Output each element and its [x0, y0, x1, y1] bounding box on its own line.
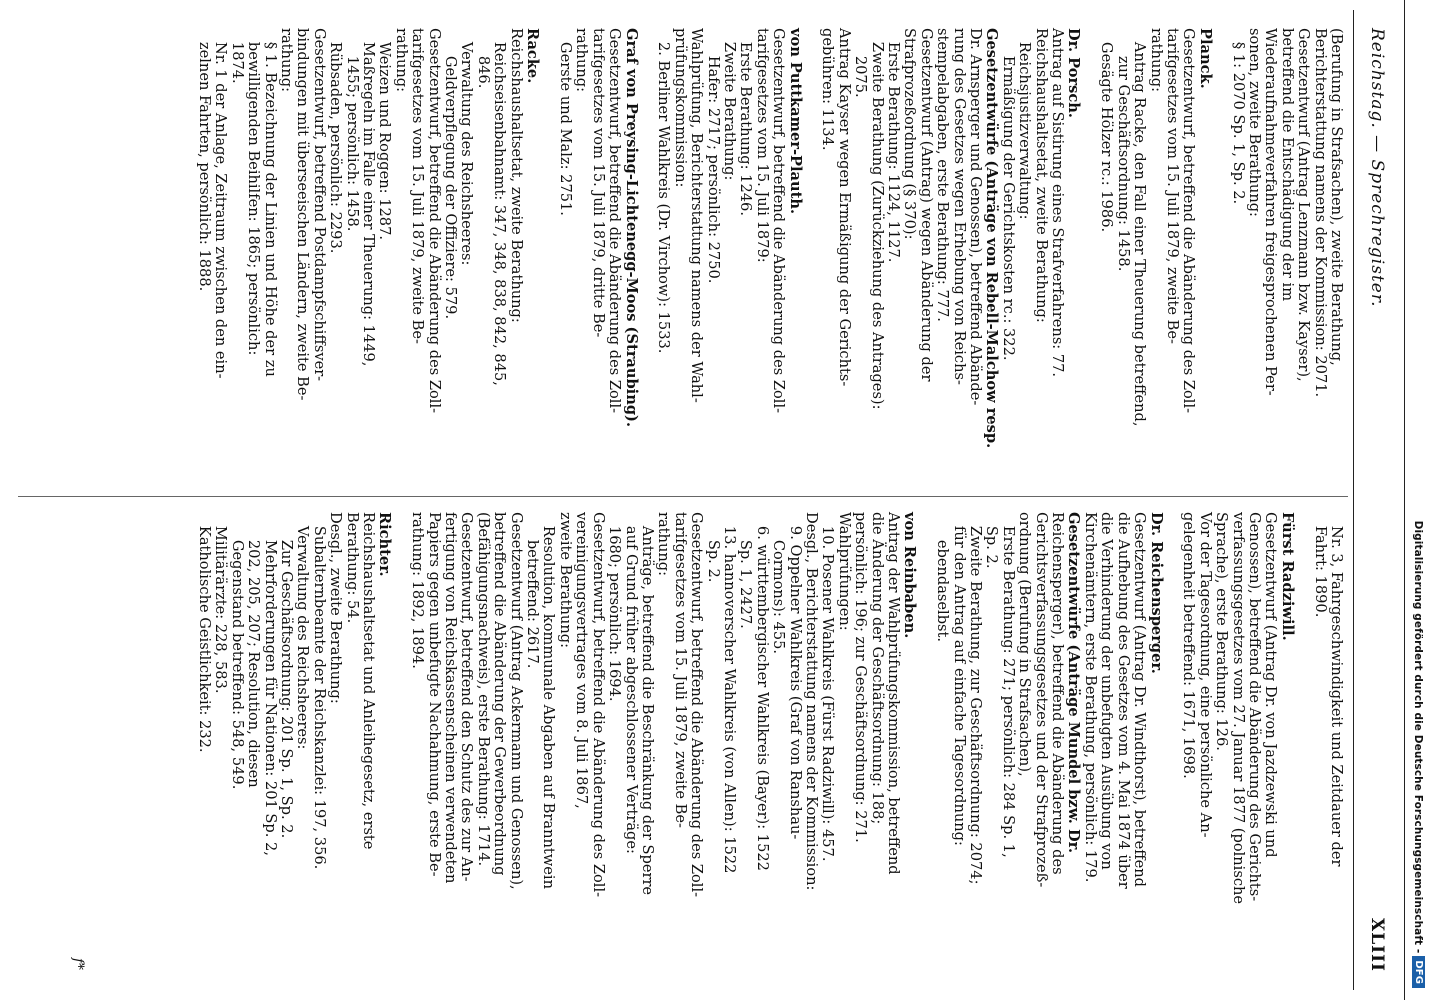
index-line: rathung: 1892, 1894.: [409, 512, 427, 669]
index-line: [540, 28, 556, 488]
index-line: Militärärzte: 228, 583.: [212, 512, 230, 694]
page-number: XLIII: [1367, 918, 1387, 972]
index-line: [639, 28, 655, 488]
index-line: Gerichtsverfassungsgesetzes und der Strafprozeß-: [1032, 512, 1050, 888]
index-line: Strafprozeßordnung (§ 370):: [901, 28, 919, 240]
index-line: fertigung von Reichskassenscheinen verwendeten: [442, 512, 460, 884]
index-line: Sp. 1, 2427.: [737, 512, 755, 629]
index-line: Zweite Berathung, zur Geschäftsordnung: 2074;: [967, 512, 985, 885]
header-rule: [1353, 10, 1354, 990]
index-line: Genossen), betreffend die Abänderung des Gerichts-: [1245, 512, 1263, 902]
index-line: 2. Berliner Wahlkreis (Dr. Virchow): 1533.: [655, 28, 673, 354]
index-line: Gesetzentwurf, betreffend die Abänderung des Zoll-: [606, 28, 624, 414]
index-line: die Aufhebung des Gesetzes vom 4. Mai 1874 über: [1114, 512, 1132, 889]
index-line: Reichshaushaltsetat, zweite Berathung:: [507, 28, 525, 323]
index-line: Sp. 2.: [983, 512, 1001, 569]
index-line: Antrag Kayser wegen Ermäßigung der Gerichts-: [835, 28, 853, 387]
index-line: 202, 205, 207; Resolution, diesen: [245, 512, 263, 788]
index-line: tarifgesetzes vom 15. Juli 1879, dritte Be-: [589, 28, 607, 338]
index-line: betreffend die Entschädigung der im: [1278, 28, 1296, 302]
index-line: Gesetzentwürfe (Anträge Mundel bzw. Dr.: [1065, 512, 1083, 854]
index-line: Verwaltung des Reichsheeres:: [458, 28, 476, 266]
index-line: Geldverpflegung der Offiziere: 579.: [442, 28, 460, 320]
index-line: tarifgesetzes vom 15. Juli 1879, zweite Be-: [1163, 28, 1181, 344]
index-line: rathung:: [278, 28, 295, 92]
index-line: Dr. Arnsperger und Genossen), betreffend Abände-: [967, 28, 985, 406]
index-line: Papiers gegen unbefugte Nachahmung, erste Be-: [425, 512, 443, 877]
index-line: 6. württembergischer Wahlkreis (Bayer): 1522: [753, 512, 771, 871]
index-line: Gesetzentwurf, betreffend die Abänderung des Zoll-: [688, 512, 706, 898]
index-line: Erste Berathung: 271; persönlich: 284 Sp. 1,: [999, 512, 1017, 858]
page-header: [1362, 28, 1392, 972]
index-line: (Berufung in Strafsachen), zweite Berathung,: [1328, 28, 1345, 366]
index-line: die Änderung der Geschäftsordnung: 188;: [868, 512, 886, 825]
index-line: betreffend die Abänderung der Gewerbeordnung: [491, 512, 509, 876]
index-line: § 1. Bezeichnung der Linien und Höhe der zu: [261, 28, 279, 377]
index-line: vereinigungsvertrages vom 8. Juli 1867,: [573, 512, 591, 809]
index-line: Reichseisenbahnamt: 347, 348, 838, 842, 845,: [491, 28, 509, 386]
index-line: [1295, 512, 1311, 972]
running-head: Reichstag. — Sprechregister.: [1367, 28, 1387, 308]
index-line: rathung:: [573, 28, 591, 92]
index-line: Wahlprüfungen:: [835, 512, 853, 631]
index-line: Gesetzentwurf (Antrag Dr. Windthorst), betreffend: [1131, 512, 1149, 887]
index-line: 1455; persönlich: 1458.: [343, 28, 361, 232]
index-line: Gesetzentwurf, betreffend die Abänderung des Zoll-: [589, 512, 607, 898]
index-line: Gesetzentwurf, betreffend die Abänderung des Zoll-: [1180, 28, 1198, 414]
index-line: Berathung: 54.: [343, 512, 361, 624]
index-line: 1680; persönlich: 1694.: [606, 512, 624, 702]
signature-mark: f*: [70, 957, 86, 970]
index-line: Gesetzentwurf, betreffend den Schutz des zur An-: [458, 512, 476, 882]
index-line: rathung:: [1147, 28, 1165, 92]
index-line: Gesetzentwürfe (Anträge von Rebell-Malchow resp.: [983, 28, 1001, 449]
index-line: Gesägte Hölzer rc.: 1986.: [1098, 28, 1116, 233]
index-line: Zweite Berathung (Zurückziehung des Antrages):: [868, 28, 886, 410]
index-line: Katholische Geistlichkeit: 232.: [195, 512, 213, 753]
index-line: Gesetzentwurf, betreffend die Abänderung des Zoll-: [425, 28, 443, 414]
index-line: Desgl., Berichterstattung namens der Kommission:: [803, 512, 820, 891]
index-line: Erste Berathung: 1124, 1127.: [885, 28, 903, 263]
index-line: Weizen und Roggen: 1287.: [376, 28, 394, 241]
right-column: [196, 512, 1344, 972]
index-line: Planck.: [1196, 28, 1214, 89]
index-line: Cormons): 455.: [770, 512, 788, 655]
index-line: Reichshaushaltsetat, zweite Berathung:: [1032, 28, 1050, 323]
index-line: Reichsjustizverwaltung:: [1016, 28, 1034, 220]
index-line: [803, 28, 819, 488]
index-line: ebendaselbst.: [934, 512, 952, 643]
index-line: Gesetzentwurf (Antrag) wegen Abänderung der: [917, 28, 935, 382]
dfg-logo: DFG: [1412, 956, 1425, 988]
index-line: 13. hannoverscher Wahlkreis (von Allen): 1522: [720, 512, 738, 874]
index-line: Gesetzentwurf (Antrag Lenzmann bzw. Kayser),: [1295, 28, 1313, 382]
index-line: zweite Berathung:: [556, 512, 574, 648]
index-line: Subalternbeamte der Reichskanzlei: 197, 356.: [310, 512, 328, 870]
index-line: Kirchenämtern, erste Berathung, persönlich: 179.: [1081, 512, 1099, 883]
index-line: Dr. Porsch.: [1065, 28, 1083, 118]
index-line: Richter.: [376, 512, 394, 577]
index-line: [1082, 28, 1098, 488]
index-line: verfassungsgesetzes vom 27. Januar 1877 (polnische: [1229, 512, 1247, 905]
index-line: tarifgesetzes vom 15. Juli 1879, zweite Be-: [409, 28, 427, 344]
index-line: rathung:: [655, 512, 673, 576]
index-line: sonen, zweite Berathung:: [1245, 28, 1263, 217]
index-line: tarifgesetzes vom 15. Juli 1879:: [753, 28, 771, 263]
index-line: Mehrforderungen für Nationen: 201 Sp. 2,: [261, 512, 279, 856]
index-line: Gerste und Malz: 2751.: [556, 28, 574, 216]
index-line: Ermäßigung der Gerichtskosten rc.: 322.: [999, 28, 1017, 361]
index-line: Nr. 1 der Anlage, Zeitraum zwischen den ein-: [212, 28, 230, 379]
index-line: Dr. Reichensperger.: [1147, 512, 1165, 674]
index-line: Rübsaden, persönlich: 2293.: [327, 28, 345, 254]
index-line: Zweite Berathung:: [720, 28, 738, 181]
index-line: stempelabgaben, erste Berathung: 777.: [934, 28, 952, 322]
index-line: Anträge, betreffend die Beschränkung der Sperre: [638, 512, 656, 896]
index-line: von Puttkamer-Plauth.: [786, 28, 804, 215]
digitization-credit-strip: [1404, 0, 1432, 1000]
index-line: Antrag Racke, den Fall einer Theuerung betreffend,: [1131, 28, 1149, 427]
index-line: § 1: 2070 Sp. 1, Sp. 2.: [1229, 28, 1247, 205]
index-line: Antrag der Wahlprüfungskommission, betreffend: [885, 512, 903, 875]
index-line: Gesetzentwurf (Antrag Dr. von Jazdzewski und: [1262, 512, 1280, 858]
index-line: gebühren: 1134.: [819, 28, 837, 151]
index-line: [392, 512, 408, 972]
index-line: für den Antrag auf einfache Tagesordnung:: [950, 512, 968, 846]
index-line: Reichensperger), betreffend die Abänderung des: [1049, 512, 1067, 875]
index-line: Wahlprüfung, Berichterstattung namens der Wahl-: [688, 28, 706, 403]
index-line: Berichterstattung namens der Kommission: 2071.: [1311, 28, 1329, 398]
index-line: 2075.: [852, 28, 870, 98]
index-line: Desgl., zweite Berathung:: [327, 512, 345, 704]
index-line: ordnung (Berufung in Strafsachen),: [1016, 512, 1034, 777]
index-line: Hafer: 2717; persönlich: 2750.: [704, 28, 722, 284]
index-line: Vor der Tagesordnung, eine persönliche An-: [1196, 512, 1214, 838]
index-line: zelnen Fahrten, persönlich: 1888.: [195, 28, 213, 292]
index-line: Zur Geschäftsordnung: 201 Sp. 1, Sp. 2.: [278, 512, 295, 839]
index-line: 846.: [474, 28, 492, 89]
index-line: Reichshaushaltsetat und Anleihegesetz, erste: [360, 512, 378, 850]
column-divider: [18, 496, 1348, 497]
index-line: (Befähigungsnachweis), erste Berathung: 1714.: [474, 512, 492, 867]
index-line: von Reinbaben.: [901, 512, 919, 639]
index-line: zur Geschäftsordnung: 1458.: [1114, 28, 1132, 272]
index-line: die Verhinderung der unbefugten Ausübung von: [1098, 512, 1116, 870]
index-line: gelegenheit betreffend: 1671, 1698.: [1180, 512, 1198, 779]
index-line: prüfungskommission:: [671, 28, 689, 188]
index-line: rathung:: [392, 28, 410, 92]
index-line: Maßregeln im Falle einer Theuerung: 1449,: [360, 28, 378, 367]
index-line: betreffend: 2617.: [524, 512, 542, 669]
index-line: Nr. 3, Fahrgeschwindigkeit und Zeitdauer der: [1328, 512, 1345, 867]
index-line: [917, 512, 933, 972]
index-line: auf Grund früher abgeschlossener Verträge:: [622, 512, 640, 854]
index-line: Gesetzentwurf, betreffend Postdampfschiffsver-: [310, 28, 328, 382]
index-line: Racke.: [524, 28, 542, 84]
index-line: Gesetzentwurf (Antrag Ackermann und Genossen),: [507, 512, 525, 890]
index-line: Gegenstand betreffend: 548, 549.: [228, 512, 246, 790]
index-line: Verwaltung des Reichsheeres:: [294, 512, 312, 750]
index-line: Erste Berathung: 1246.: [737, 28, 755, 216]
index-line: [1213, 28, 1229, 488]
index-line: Gesetzentwurf, betreffend die Abänderung des Zoll-: [770, 28, 788, 414]
index-line: rung des Gesetzes wegen Erhebung von Reichs-: [950, 28, 968, 385]
index-line: Graf von Preysing-Lichtenegg-Moos (Straubing).: [622, 28, 640, 428]
index-line: bindungen mit überseeischen Ländern, zweite Be-: [294, 28, 312, 401]
index-line: 1874.: [228, 28, 246, 84]
index-line: tarifgesetzes vom 15. Juli 1879, zweite Be-: [671, 512, 689, 828]
index-line: bewilligenden Beihilfen: 1865; persönlich:: [245, 28, 263, 356]
index-line: Wiederaufnahmeverfahren freigesprochenen Per-: [1262, 28, 1280, 396]
credit-text: Digitalisierung gefördert durch die Deutsche Forschungsgemeinschaft -: [1412, 520, 1425, 954]
index-line: 9. Oppelner Wahlkreis (Graf von Ranshau-: [786, 512, 804, 840]
index-line: 10. Posener Wahlkreis (Fürst Radziwill): 457.: [819, 512, 837, 862]
left-column: [196, 28, 1344, 488]
index-line: Sp. 2.: [704, 512, 722, 583]
index-line: persönlich: 196; zur Geschäftsordnung: 271.: [852, 512, 870, 843]
index-line: Resolution, kommunale Abgaben auf Branntwein: [540, 512, 558, 889]
index-line: Fürst Radziwill.: [1278, 512, 1296, 641]
index-line: Fahrt: 1890.: [1311, 512, 1329, 618]
index-line: Sprache), erste Berathung: 126.: [1213, 512, 1231, 751]
index-line: Antrag auf Sistirung eines Strafverfahrens: 77.: [1049, 28, 1067, 378]
index-line: [1164, 512, 1180, 972]
